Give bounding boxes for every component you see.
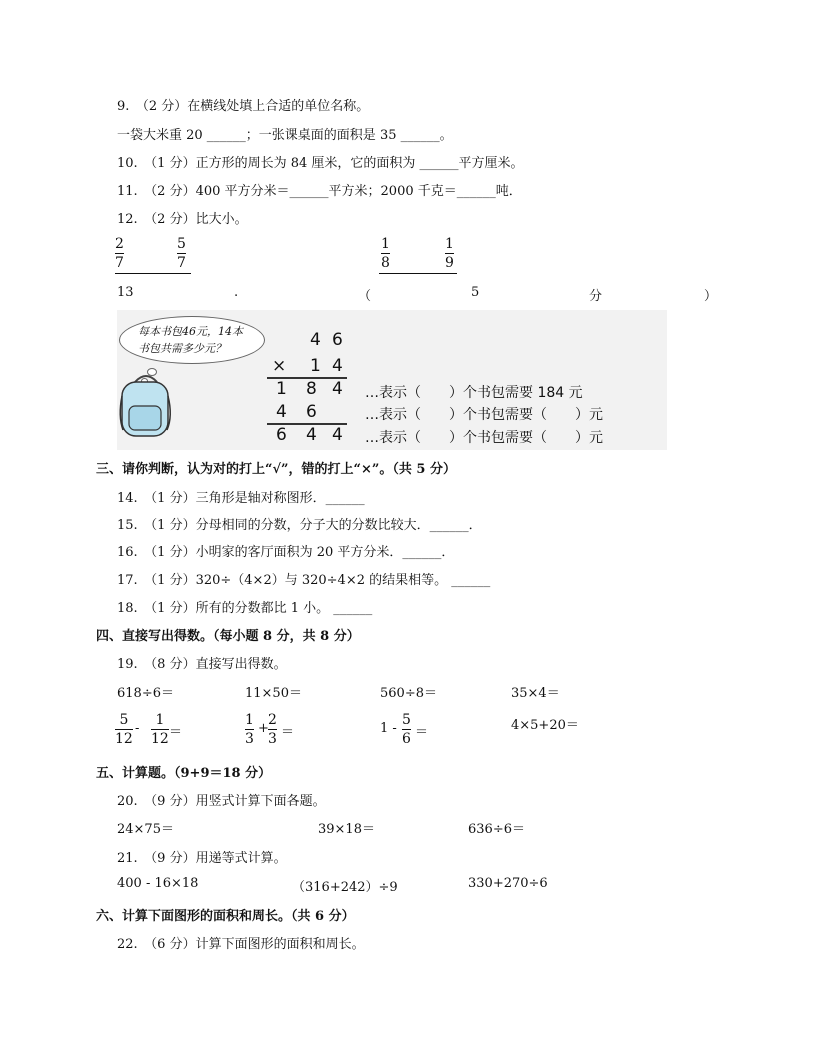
question-13-dot: .: [234, 285, 239, 300]
description-1: …表示（ ）个书包需要 184 元: [365, 385, 583, 401]
digit: 1: [276, 379, 287, 399]
calc-4-5-20: 4×5+20＝: [511, 718, 579, 733]
fraction-1-12: [151, 712, 169, 747]
question-20-title: 20. （9 分）用竖式计算下面各题。: [117, 794, 326, 809]
question-18: 18. （1 分）所有的分数都比 1 小。 ______: [117, 601, 373, 616]
question-17: 17. （1 分）320÷（4×2）与 320÷4×2 的结果相等。 ______: [117, 573, 491, 588]
denominator: 12: [115, 731, 133, 747]
fraction-2-7: [115, 236, 124, 271]
question-12-title: 12. （2 分）比大小。: [117, 212, 248, 227]
bubble-line-2: 书包共需多少元？: [138, 342, 226, 355]
description-3: …表示（ ）个书包需要（ ）元: [365, 430, 603, 446]
fraction-5-6: [402, 712, 411, 747]
expr-316-242-9: （316+242）÷9: [292, 880, 398, 895]
calc-560-8: 560÷8＝: [380, 686, 437, 701]
section-4-heading: 四、直接写出得数。（每小题 8 分，共 8 分）: [96, 629, 360, 644]
numerator: 2: [115, 236, 124, 252]
denominator: 8: [381, 255, 390, 271]
calc-11-50: 11×50＝: [245, 686, 302, 701]
section-6-heading: 六、计算下面图形的面积和周长。（共 6 分）: [96, 909, 355, 924]
compare-blank-2[interactable]: [379, 273, 457, 274]
denominator: 3: [245, 731, 254, 747]
denominator: 9: [445, 255, 454, 271]
numerator: 1: [445, 236, 454, 252]
digit: 4: [276, 402, 287, 422]
speech-bubble: [119, 316, 265, 364]
digit: 4: [332, 379, 343, 399]
fraction-1-3: [245, 712, 254, 747]
question-15: 15. （1 分）分母相同的分数，分子大的分数比较大．______．: [117, 518, 482, 533]
backpack-icon: [117, 372, 175, 440]
denominator: 3: [268, 731, 277, 747]
question-13-score: 5: [471, 285, 480, 300]
question-13-fen: 分: [589, 289, 603, 304]
question-13-rparen: ）: [704, 289, 718, 304]
question-9-title: 9. （2 分）在横线处填上合适的单位名称。: [117, 99, 370, 114]
calc-636-6: 636÷6＝: [468, 822, 525, 837]
expr-330-270-6: 330+270÷6: [468, 876, 548, 891]
equals-sign: ＝: [415, 725, 429, 740]
denominator: 7: [177, 255, 186, 271]
digit: 4: [332, 356, 343, 376]
digit: 4: [306, 425, 317, 445]
multiplication-figure: [117, 310, 667, 450]
section-5-heading: 五、计算题。（9+9＝18 分）: [96, 766, 272, 781]
numerator: 2: [268, 712, 277, 728]
one-minus: 1 -: [380, 721, 397, 736]
question-9-line: 一袋大米重 20 ______；一张课桌面的面积是 35 ______。: [117, 128, 453, 143]
question-14: 14. （1 分）三角形是轴对称图形．______: [117, 491, 365, 506]
fraction-1-9: [445, 236, 454, 271]
question-13-lparen: （: [358, 289, 372, 304]
numerator: 5: [402, 712, 411, 728]
fraction-2-3: [268, 712, 277, 747]
question-22: 22. （6 分）计算下面图形的面积和周长。: [117, 937, 365, 952]
fraction-1-8: [381, 236, 390, 271]
denominator: 6: [402, 731, 411, 747]
digit: 4: [310, 330, 321, 350]
calc-35-4: 35×4＝: [511, 686, 560, 701]
numerator: 1: [381, 236, 390, 252]
denominator: 7: [115, 255, 124, 271]
calc-39-18: 39×18＝: [318, 822, 375, 837]
digit: 1: [310, 356, 321, 376]
question-21-title: 21. （9 分）用递等式计算。: [117, 851, 287, 866]
numerator: 5: [119, 712, 129, 728]
equals-sign: ＝: [281, 725, 295, 740]
calc-618-6: 618÷6＝: [117, 686, 174, 701]
expr-400-16-18: 400 - 16×18: [117, 876, 199, 891]
numerator: 5: [177, 236, 186, 252]
bubble-line-1: 每本书包46元，14本: [138, 325, 243, 338]
minus-sign: -: [135, 721, 140, 736]
compare-blank-1[interactable]: [115, 273, 191, 274]
fraction-5-12: [115, 712, 133, 747]
times-sign: ×: [272, 356, 287, 376]
digit: 6: [276, 425, 287, 445]
question-11: 11. （2 分）400 平方分米＝______平方米；2000 千克＝______吨．: [117, 184, 522, 199]
digit: 6: [332, 330, 343, 350]
section-3-heading: 三、请你判断，认为对的打上“√”，错的打上“×”。（共 5 分）: [96, 462, 456, 477]
numerator: 1: [155, 712, 165, 728]
calc-24-75: 24×75＝: [117, 822, 174, 837]
question-10: 10. （1 分）正方形的周长为 84 厘米，它的面积为 ______平方厘米。: [117, 156, 524, 171]
question-16: 16. （1 分）小明家的客厅面积为 20 平方分米．______．: [117, 545, 455, 560]
question-13-number: 13: [117, 285, 134, 300]
digit: 6: [306, 402, 317, 422]
plus-sign: +: [258, 721, 269, 736]
equals-sign: ＝: [169, 725, 183, 740]
question-19-title: 19. （8 分）直接写出得数。: [117, 657, 287, 672]
denominator: 12: [151, 731, 169, 747]
digit: 4: [332, 425, 343, 445]
fraction-5-7: [177, 236, 186, 271]
numerator: 1: [245, 712, 254, 728]
digit: 8: [306, 379, 317, 399]
description-2: …表示（ ）个书包需要（ ）元: [365, 407, 603, 423]
